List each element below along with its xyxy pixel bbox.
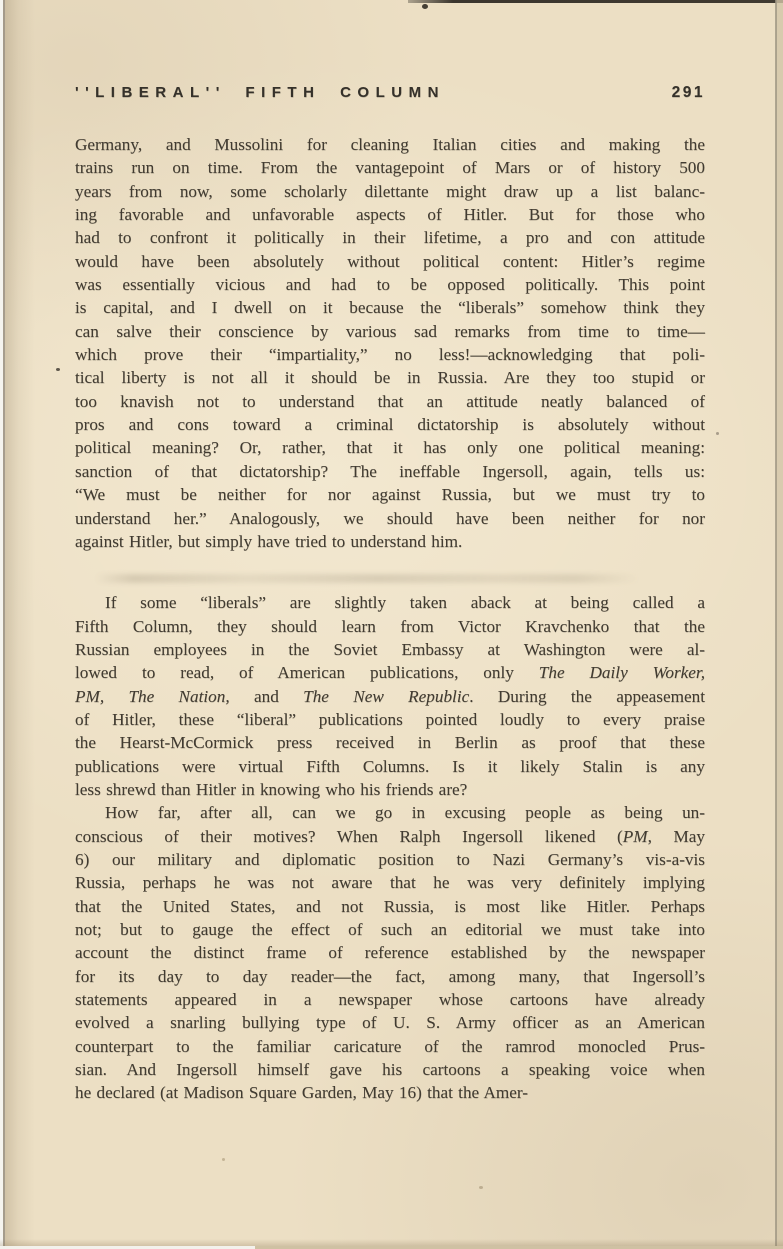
text-line: counterpart to the familiar caricature of the ramrod monocled Prus- (75, 1036, 705, 1056)
text-line: he declared (at Madison Square Garden, May 16) that the Amer- (75, 1083, 529, 1103)
text-line: too knavish not to understand that an attitude neatly balanced of (75, 391, 705, 411)
text-line: years from now, some scholarly dilettante might draw up a list balanc- (75, 181, 705, 201)
scan-edge-top (408, 0, 783, 3)
text-line: How far, after all, can we go in excusing people as being un- (105, 803, 705, 823)
text-line: Germany, and Mussolini for cleaning Italian cities and making the (75, 135, 705, 154)
ink-bleedthrough-smudge (95, 574, 640, 583)
text-line: was essentially vicious and had to be opposed politically. This point (75, 275, 705, 295)
text-line: is capital, and I dwell on it because the “liberals” somehow think they (75, 298, 705, 318)
paragraph (75, 801, 705, 1104)
paper-speck (222, 1158, 225, 1161)
text-line: of Hitler, these “liberal” publications pointed loudly to every praise (75, 709, 705, 729)
scan-edge-right-shade (776, 0, 783, 1249)
text-line: account the distinct frame of reference established by the newspaper (75, 943, 705, 963)
text-line: PM, The Nation, and The New Republic. During the appeasement (75, 686, 705, 706)
text-line: publications were virtual Fifth Columns. Is it likely Stalin is any (75, 756, 705, 776)
paragraph (75, 591, 705, 801)
scan-edge-bottom-band (0, 1239, 783, 1246)
text-line: statements appeared in a newspaper whose cartoons have already (75, 990, 705, 1010)
text-line: political meaning? Or, rather, that it has only one political meaning: (75, 438, 705, 458)
text-line: for its day to day reader—the fact, among many, that Ingersoll’s (75, 966, 705, 986)
text-line: Fifth Column, they should learn from Victor Kravchenko that the (75, 616, 705, 636)
text-line: evolved a snarling bullying type of U. S. Army officer as an American (75, 1013, 705, 1033)
text-line: conscious of their motives? When Ralph Ingersoll likened (PM, May (75, 826, 705, 846)
text-line: against Hitler, but simply have tried to understand him. (75, 531, 463, 551)
text-line: lowed to read, of American publications, only The Daily Worker, (75, 663, 705, 683)
text-line: Russian employees in the Soviet Embassy at Washington were al- (75, 639, 705, 659)
text-line: If some “liberals” are slightly taken aback at being called a (105, 593, 705, 613)
text-line: can salve their conscience by various sad remarks from time to time— (75, 321, 705, 341)
text-line: would have been absolutely without political content: Hitler’s regime (75, 251, 705, 271)
text-line: understand her.” Analogously, we should have been neither for nor (75, 508, 705, 528)
text-line: that the United States, and not Russia, is most like Hitler. Perhaps (75, 896, 705, 916)
text-line: sian. And Ingersoll himself gave his cartoons a speaking voice when (75, 1060, 705, 1080)
text-line: “We must be neither for nor against Russia, but we must try to (75, 485, 705, 505)
text-line: Russia, perhaps he was not aware that he was very definitely implying (75, 873, 705, 893)
text-line: the Hearst-McCormick press received in Berlin as proof that these (75, 733, 705, 753)
chapter-title: ''LIBERAL'' FIFTH COLUMN (75, 84, 445, 101)
ink-speck (56, 368, 60, 371)
text-line: had to confront it politically in their lifetime, a pro and con attitude (75, 228, 705, 248)
text-line: tical liberty is not all it should be in Russia. Are they too stupid or (75, 368, 705, 388)
page-gutter-shadow (5, 0, 35, 1249)
ink-speck (716, 432, 719, 435)
text-line: pros and cons toward a criminal dictatorship is absolutely without (75, 415, 705, 435)
paragraph (75, 133, 705, 553)
ink-speck (422, 4, 428, 9)
running-head (75, 84, 705, 102)
text-line: less shrewd than Hitler in knowing who his friends are? (75, 779, 468, 799)
text-line: which prove their “impartiality,” no less!—acknowledging that poli- (75, 345, 705, 365)
body-text (75, 133, 705, 1105)
paper-speck (479, 1186, 483, 1189)
text-line: sanction of that dictatorship? The ineffable Ingersoll, again, tells us: (75, 461, 705, 481)
text-line: not; but to gauge the effect of such an editorial we must take into (75, 920, 705, 939)
text-line: 6) our military and diplomatic position to Nazi Germany’s vis-a-vis (75, 849, 705, 869)
text-line: trains run on time. From the vantagepoint of Mars or of history 500 (75, 158, 705, 178)
scan-edge-right-line (775, 0, 777, 1249)
text-line: ing favorable and unfavorable aspects of Hitler. But for those who (75, 205, 705, 225)
page-number: 291 (671, 84, 705, 101)
